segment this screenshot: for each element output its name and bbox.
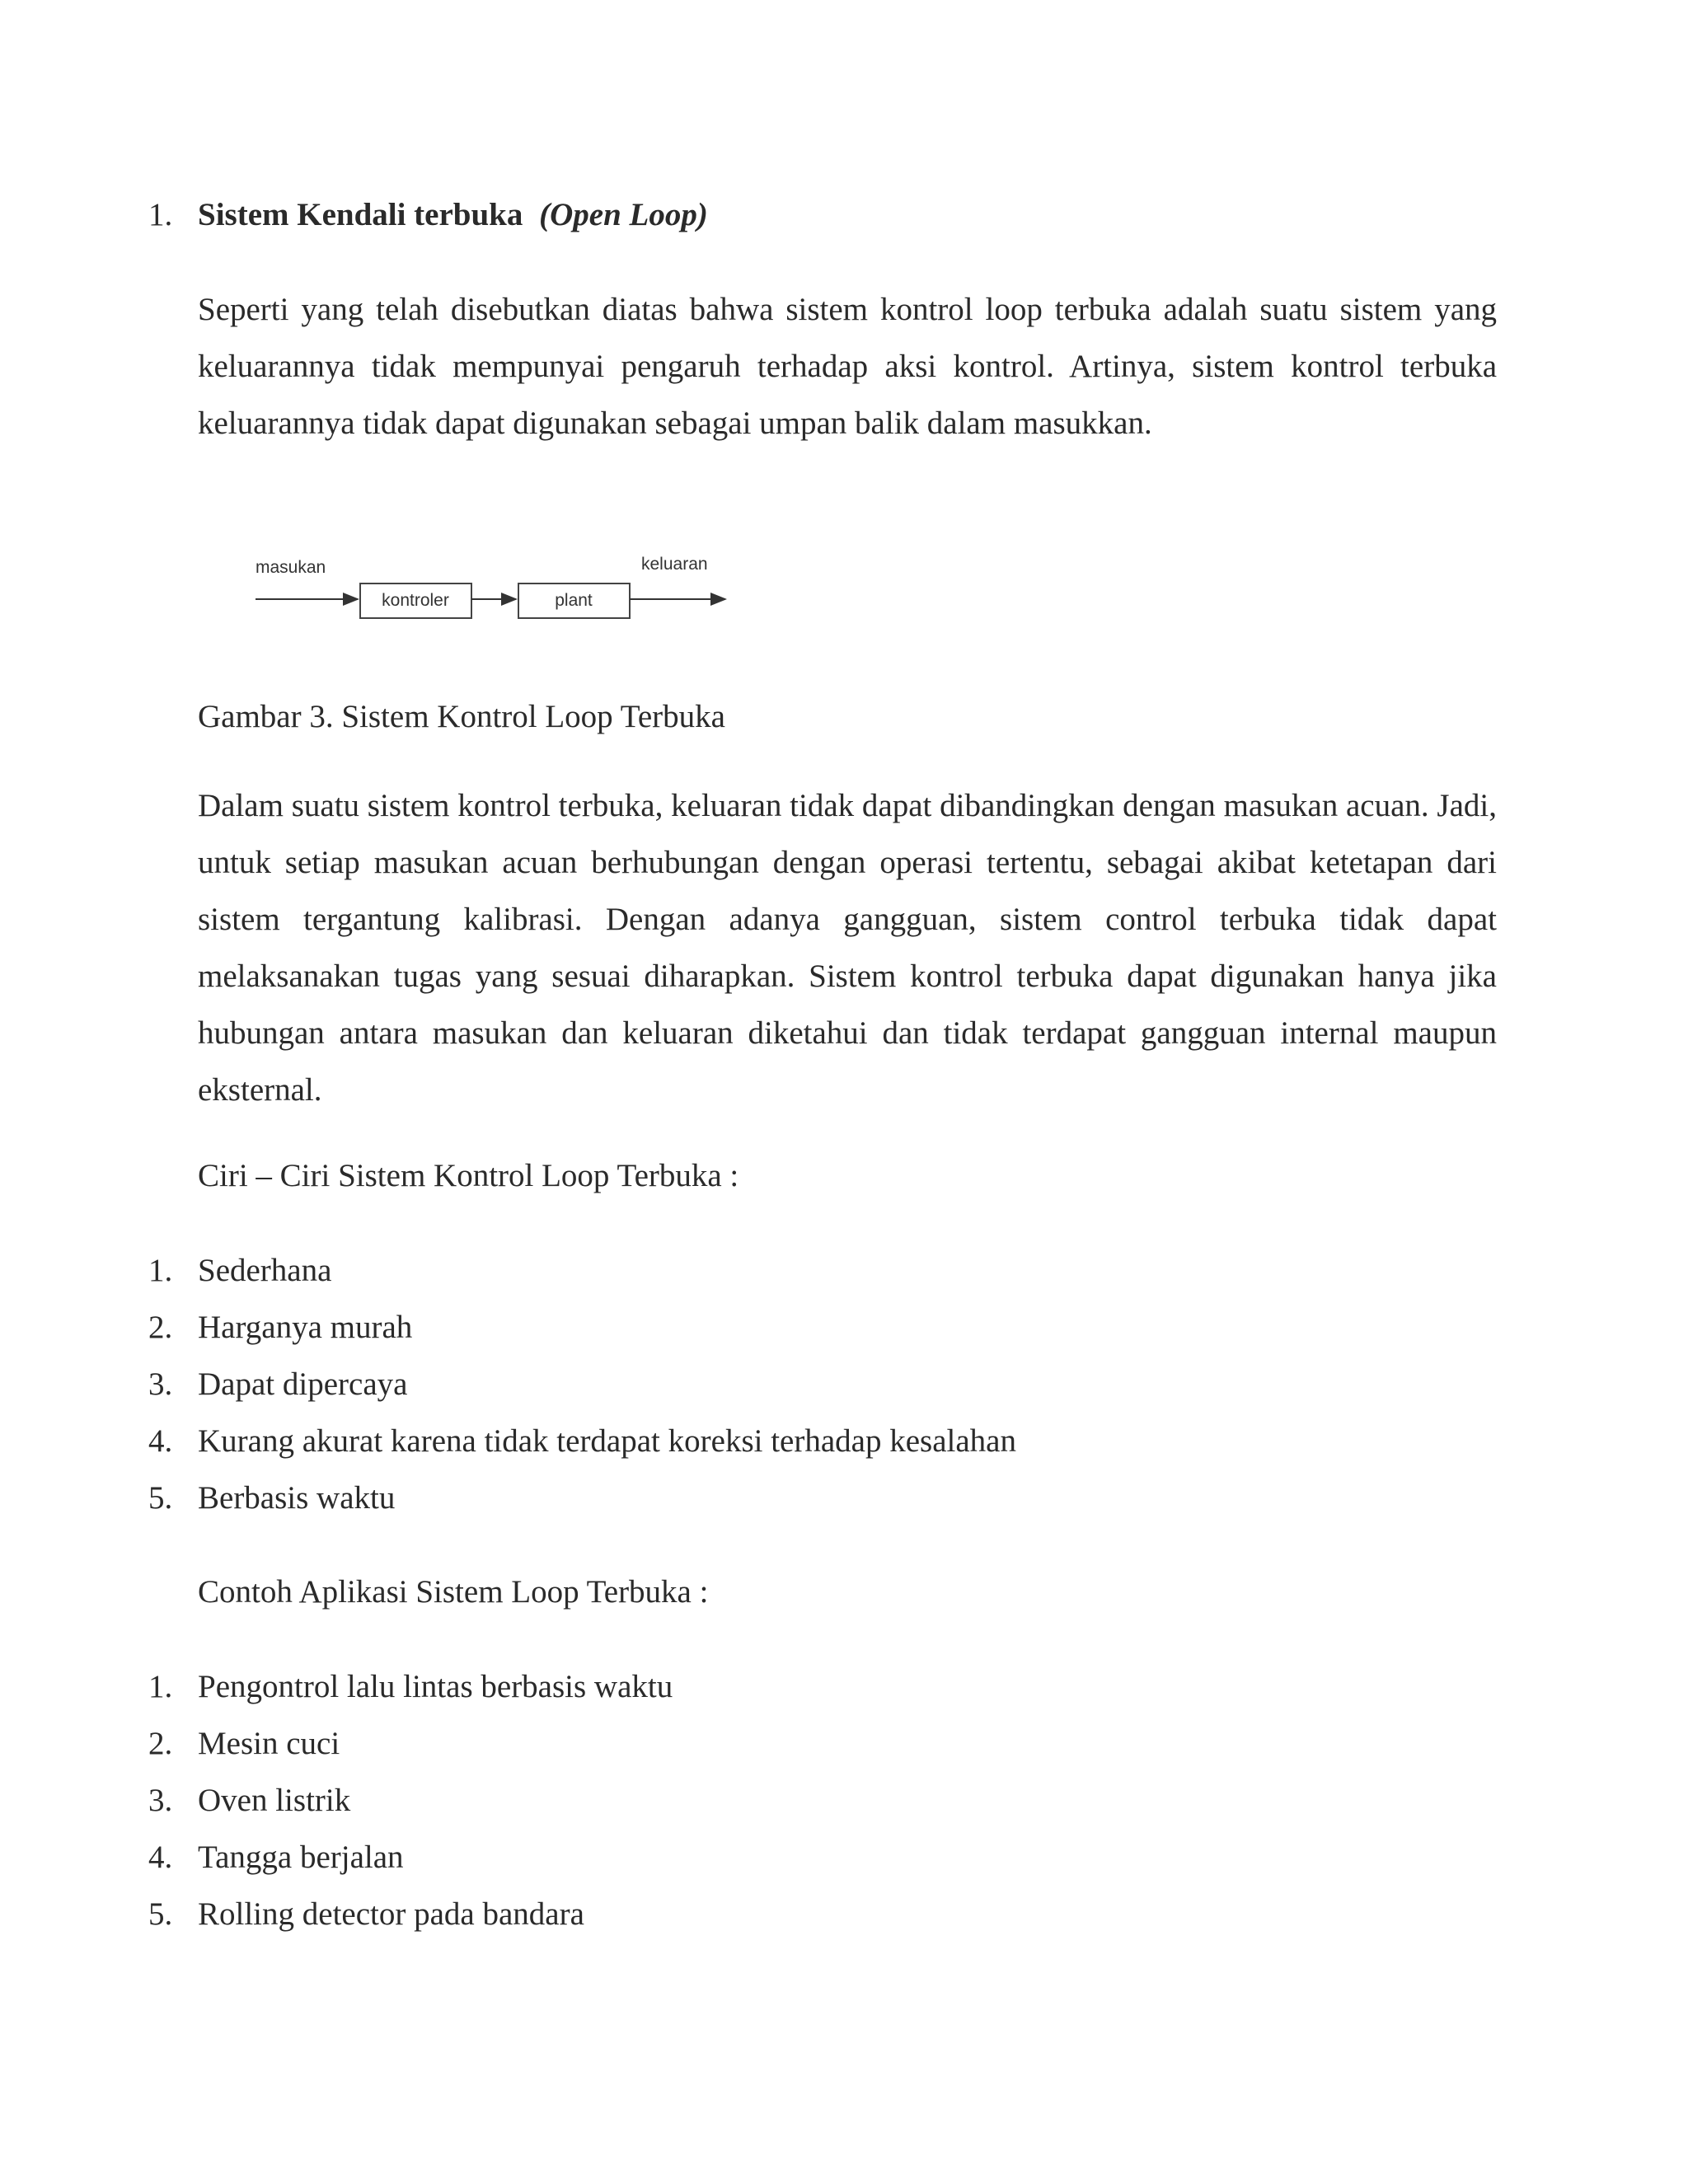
list-item: Harganya murah xyxy=(198,1310,413,1345)
paragraph-1: Seperti yang telah disebutkan diatas bahwa sistem kontrol loop terbuka adalah suatu sistem yang keluarannya tidak mempunyai pengaruh terhadap aksi kontrol. Artinya, sistem kontrol terbuka keluarannya tidak dapat digunakan sebagai umpan balik dalam masukkan. xyxy=(198,292,1497,441)
list-number: 5. xyxy=(148,1896,173,1932)
list-number: 3. xyxy=(148,1783,173,1818)
section-subtitle: (Open Loop) xyxy=(539,197,708,232)
list-number: 5. xyxy=(148,1480,173,1516)
list-item: Mesin cuci xyxy=(198,1726,340,1761)
list-number: 1. xyxy=(148,1253,173,1288)
list-item: Tangga berjalan xyxy=(198,1840,404,1875)
diagram-input-label: masukan xyxy=(256,558,326,577)
list-number: 3. xyxy=(148,1366,173,1402)
list-item: Oven listrik xyxy=(198,1783,351,1818)
diagram-output-label: keluaran xyxy=(641,555,708,574)
contoh-heading: Contoh Aplikasi Sistem Loop Terbuka : xyxy=(198,1574,709,1610)
list-number: 4. xyxy=(148,1423,173,1459)
paragraph-2: Dalam suatu sistem kontrol terbuka, keluaran tidak dapat dibandingkan dengan masukan acuan. Jadi, untuk setiap masukan acuan berhubungan dengan operasi tertentu, sebagai akibat ketetapan dari sistem tergantung kalibrasi. Dengan adanya gangguan, sistem control terbuka tidak dapat melaksanakan tugas yang sesuai diharapkan. Sistem kontrol terbuka dapat digunakan hanya jika hubungan antara masukan dan keluaran diketahui dan tidak terdapat gangguan internal maupun eksternal. xyxy=(198,788,1497,1108)
list-item: Rolling detector pada bandara xyxy=(198,1896,584,1932)
list-item: Sederhana xyxy=(198,1253,332,1288)
open-loop-block-diagram xyxy=(247,544,750,643)
plant-block-label: plant xyxy=(555,591,593,610)
section-heading xyxy=(198,196,708,234)
list-item: Dapat dipercaya xyxy=(198,1366,408,1402)
list-number: 4. xyxy=(148,1840,173,1875)
ciri-heading: Ciri – Ciri Sistem Kontrol Loop Terbuka : xyxy=(198,1158,739,1193)
controller-block-label: kontroler xyxy=(382,591,449,610)
list-item: Berbasis waktu xyxy=(198,1480,396,1516)
list-number: 2. xyxy=(148,1726,173,1761)
section-number: 1. xyxy=(148,197,173,232)
list-number: 2. xyxy=(148,1310,173,1345)
list-number: 1. xyxy=(148,1669,173,1704)
figure-caption: Gambar 3. Sistem Kontrol Loop Terbuka xyxy=(198,699,725,734)
list-item: Pengontrol lalu lintas berbasis waktu xyxy=(198,1669,673,1704)
list-item: Kurang akurat karena tidak terdapat koreksi terhadap kesalahan xyxy=(198,1423,1016,1459)
section-title: Sistem Kendali terbuka xyxy=(198,197,523,232)
